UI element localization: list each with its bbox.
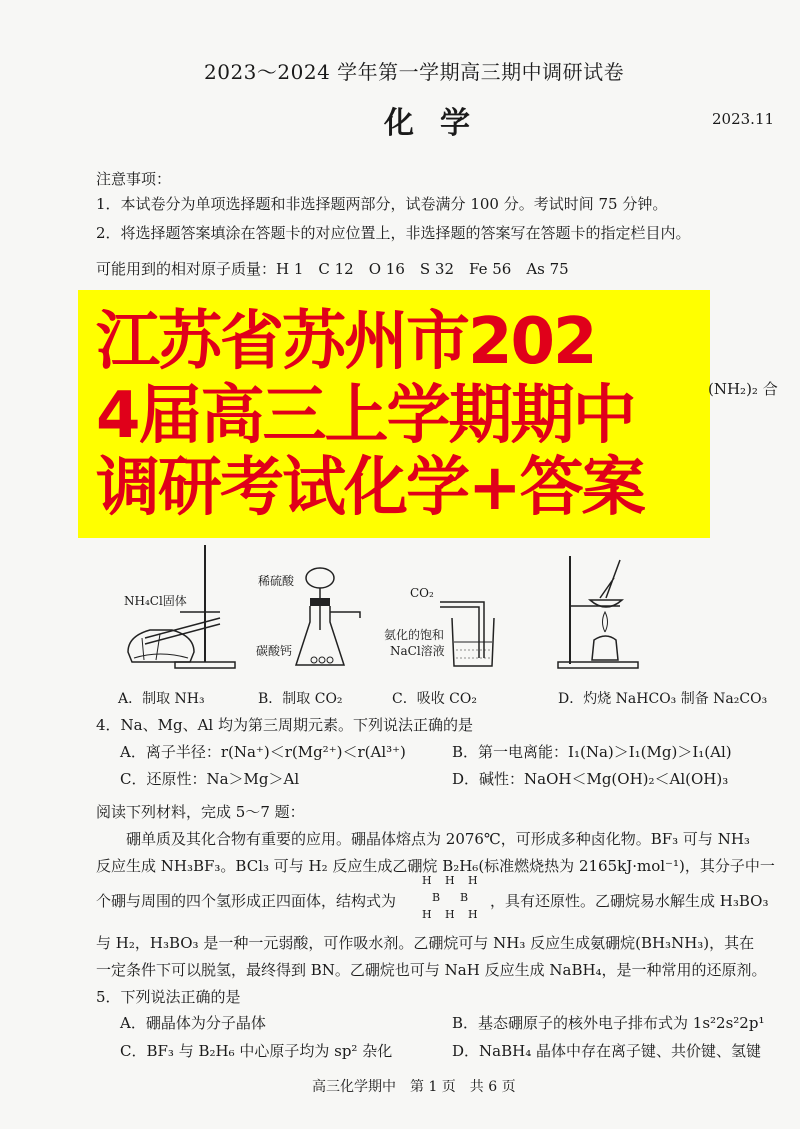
- struct-b: B: [432, 891, 441, 904]
- struct-h: H: [468, 908, 478, 921]
- struct-h: H: [445, 874, 455, 887]
- banner-line: 4届高三上学期期中: [96, 379, 635, 453]
- note-item: 2．将选择题答案填涂在答题卡的对应位置上，非选择题的答案写在答题卡的指定栏目内。: [96, 224, 691, 242]
- label-nacl-2: NaCl溶液: [390, 644, 445, 658]
- caption-d: D．灼烧 NaHCO₃ 制备 Na₂CO₃: [558, 691, 768, 707]
- q5-stem: 5．下列说法正确的是: [96, 988, 241, 1006]
- reading-line: 与 H₂，H₃BO₃ 是一种一元弱酸，可作吸水剂。乙硼烷可与 NH₃ 反应生成氨硼烷(BH₃NH₃)，其在: [96, 934, 755, 952]
- q5-option-b: B．基态硼原子的核外电子排布式为 1s²2s²2p¹: [452, 1014, 765, 1032]
- label-nh4cl: NH₄Cl固体: [124, 594, 187, 608]
- label-caco3: 碳酸钙: [256, 644, 293, 658]
- struct-h: H: [468, 874, 478, 887]
- notes-heading: 注意事项：: [96, 170, 172, 188]
- reading-line: ，具有还原性。乙硼烷易水解生成 H₃BO₃: [490, 892, 769, 910]
- reading-line: 反应生成 NH₃BF₃。BCl₃ 可与 H₂ 反应生成乙硼烷 B₂H₆(标准燃烧热为 2165kJ·mol⁻¹)，其分子中一: [96, 857, 775, 875]
- caption-c: C．吸收 CO₂: [392, 691, 477, 707]
- q5-option-a: A．硼晶体为分子晶体: [120, 1014, 266, 1032]
- struct-h: H: [422, 908, 432, 921]
- caption-b: B．制取 CO₂: [258, 691, 343, 707]
- page-footer: 高三化学期中 第 1 页 共 6 页: [312, 1079, 516, 1095]
- q5-option-d: D．NaBH₄ 晶体中存在离子键、共价键、氢键: [452, 1042, 761, 1060]
- exam-title: 2023～2024 学年第一学期高三期中调研试卷: [204, 60, 625, 84]
- apparatus-b-diagram: [290, 560, 370, 675]
- struct-h: H: [422, 874, 432, 887]
- banner-line: 江苏省苏州市202: [96, 305, 596, 379]
- struct-b: B: [460, 891, 469, 904]
- label-nacl-1: 氨化的饱和: [384, 628, 445, 642]
- struct-h: H: [445, 908, 455, 921]
- label-co2-arrow: CO₂: [410, 586, 434, 600]
- reading-intro: 阅读下列材料，完成 5～7 题：: [96, 803, 305, 821]
- note-item: 1．本试卷分为单项选择题和非选择题两部分，试卷满分 100 分。考试时间 75 分钟。: [96, 195, 668, 213]
- reading-line: 硼单质及其化合物有重要的应用。硼晶体熔点为 2076℃，可形成多种卤化物。BF₃ 可与 NH₃: [126, 830, 750, 848]
- reading-line: 一定条件下可以脱氢，最终得到 BN。乙硼烷也可与 NaH 反应生成 NaBH₄，是一种常用的还原剂。: [96, 961, 767, 979]
- exam-date: 2023.11: [712, 110, 775, 128]
- partial-question-text: (NH₂)₂ 合: [708, 380, 778, 398]
- atomic-masses: 可能用到的相对原子质量：H 1 C 12 O 16 S 32 Fe 56 As 75: [96, 260, 569, 278]
- promo-banner: [78, 290, 710, 538]
- b2h6-structure: [418, 874, 488, 924]
- q4-option-c: C．还原性：Na＞Mg＞Al: [120, 770, 300, 788]
- q4-stem: 4．Na、Mg、Al 均为第三周期元素。下列说法正确的是: [96, 716, 473, 734]
- reading-line: 个硼与周围的四个氢形成正四面体，结构式为: [96, 892, 397, 910]
- label-acid: 稀硫酸: [258, 574, 295, 588]
- q4-option-b: B．第一电离能：I₁(Na)＞I₁(Mg)＞I₁(Al): [452, 743, 732, 761]
- subject-title: 化学: [384, 106, 496, 141]
- banner-line: 调研考试化学+答案: [96, 451, 644, 525]
- q4-option-d: D．碱性：NaOH＜Mg(OH)₂＜Al(OH)₃: [452, 770, 729, 788]
- q5-option-c: C．BF₃ 与 B₂H₆ 中心原子均为 sp² 杂化: [120, 1042, 393, 1060]
- q4-option-a: A．离子半径：r(Na⁺)＜r(Mg²⁺)＜r(Al³⁺): [120, 743, 406, 761]
- caption-a: A．制取 NH₃: [118, 691, 205, 707]
- apparatus-c-diagram: [440, 598, 500, 673]
- apparatus-d-diagram: [556, 548, 646, 673]
